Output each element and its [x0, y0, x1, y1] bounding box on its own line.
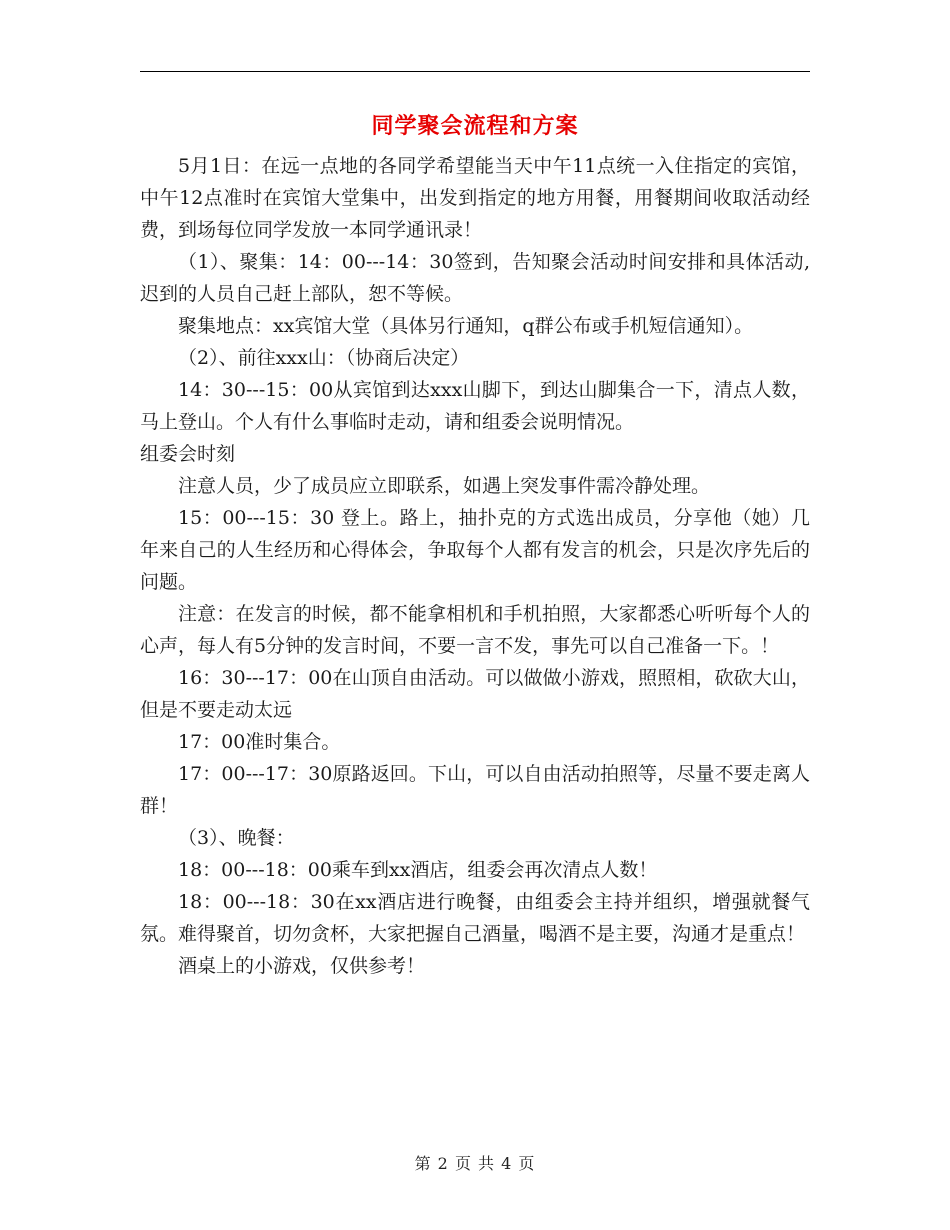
paragraph-speech-notice: 注意：在发言的时候，都不能拿相机和手机拍照，大家都悉心听听每个人的心声，每人有5分钟的发言时间，不要一言不发，事先可以自己准备一下。！	[140, 603, 810, 657]
paragraph-climbing: 15：00---15：30 登上。路上，抽扑克的方式选出成员，分享他（她）几年来自己的人生经历和心得体会，争取每个人都有发言的机会，只是次序先后的问题。	[140, 507, 810, 593]
paragraph-assemble: 17：00准时集合。	[178, 731, 341, 753]
document-title: 同学聚会流程和方案	[371, 113, 579, 139]
paragraph-gathering-location: 聚集地点：xx宾馆大堂（具体另行通知，q群公布或手机短信通知）。	[178, 315, 754, 337]
header-rule	[140, 71, 810, 72]
paragraph-committee-note: 组委会时刻	[140, 443, 236, 465]
paragraph-mountain-arrival: 14：30---15：00从宾馆到达xxx山脚下，到达山脚集合一下，清点人数，马上登山。个人有什么事临时走动，请和组委会说明情况。	[140, 379, 810, 433]
paragraph-dinner: 18：00---18：30在xx酒店进行晚餐，由组委会主持并组织，增强就餐气氛。难得聚首，切勿贪杯，大家把握自己酒量，喝酒不是主要，沟通才是重点！	[140, 891, 810, 945]
paragraph-free-activity: 16：30---17：00在山顶自由活动。可以做做小游戏，照照相，砍砍大山，但是不要走动太远	[140, 667, 810, 721]
paragraph-mountain-heading: （2）、前往xxx山：（协商后决定）	[178, 347, 470, 369]
paragraph-gathering: （1）、聚集：14：00---14：30签到，告知聚会活动时间安排和具体活动,迟到的人员自己赶上部队，恕不等候。	[140, 251, 810, 305]
paragraph-table-games: 酒桌上的小游戏，仅供参考！	[178, 955, 426, 977]
paragraph-bus-to-hotel: 18：00---18：00乘车到xx酒店，组委会再次清点人数！	[178, 859, 658, 881]
paragraph-attention-members: 注意人员，少了成员应立即联系，如遇上突发事件需冷静处理。	[178, 475, 711, 497]
paragraph-return: 17：00---17：30原路返回。下山，可以自由活动拍照等，尽量不要走离人群！	[140, 763, 810, 817]
page-number: 第 2 页 共 4 页	[414, 1154, 536, 1173]
paragraph-schedule-intro: 5月1日：在远一点地的各同学希望能当天中午11点统一入住指定的宾馆，中午12点准时在宾馆大堂集中，出发到指定的地方用餐，用餐期间收取活动经费，到场每位同学发放一本同学通讯录！	[140, 155, 810, 241]
paragraph-dinner-heading: （3）、晚餐：	[178, 827, 295, 849]
document-body	[140, 150, 810, 982]
